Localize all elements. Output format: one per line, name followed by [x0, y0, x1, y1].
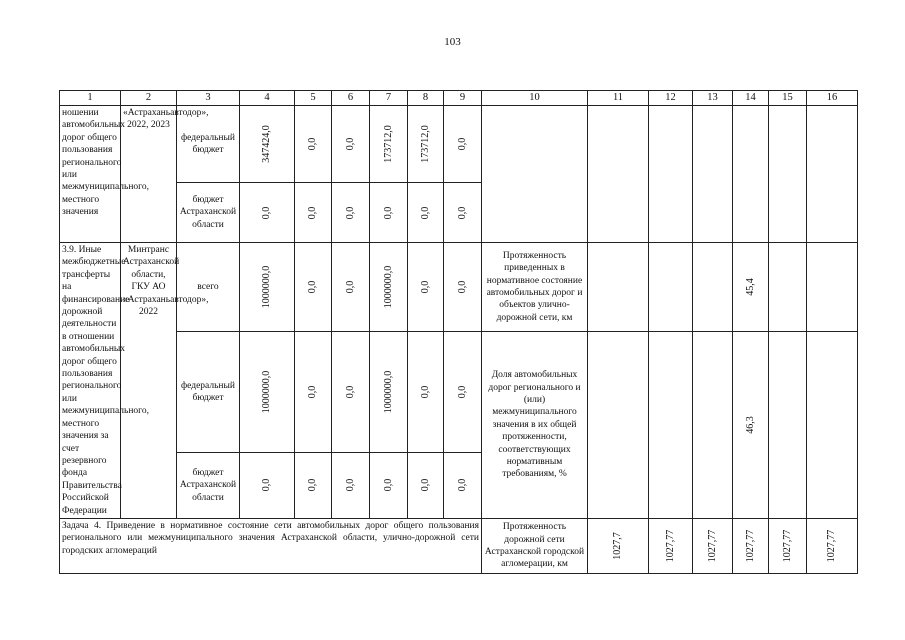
header-cell: 2: [121, 91, 177, 106]
header-cell: 4: [240, 91, 295, 106]
value-cell: 45,4: [733, 243, 769, 332]
funding-source: бюджет Астраханской области: [177, 183, 240, 243]
value-cell: 0,0: [444, 106, 482, 183]
executor-cell: «Астраханьавтодор», 2022, 2023: [121, 106, 177, 243]
blank-cell: [693, 243, 733, 332]
funding-source: бюджет Астраханской области: [177, 452, 240, 518]
header-cell: 15: [769, 91, 807, 106]
blank-cell: [807, 332, 858, 519]
table-row: [60, 332, 858, 453]
value-cell: 1027,77: [733, 518, 769, 573]
value-cell: 0,0: [444, 452, 482, 518]
funding-source: федеральный бюджет: [177, 106, 240, 183]
header-cell: 5: [295, 91, 332, 106]
blank-cell: [769, 106, 807, 243]
value-cell: 0,0: [295, 452, 332, 518]
value-cell: 1027,7: [588, 518, 649, 573]
value-cell: 46,3: [733, 332, 769, 519]
blank-cell: [693, 332, 733, 519]
header-cell: 6: [332, 91, 370, 106]
value-cell: 1027,77: [693, 518, 733, 573]
blank-cell: [769, 243, 807, 332]
executor-cell: Минтранс Астраханской области, ГКУ АО «Астраханьавтодор», 2022: [121, 243, 177, 519]
value-cell: 347424,0: [240, 106, 295, 183]
value-cell: 0,0: [370, 183, 408, 243]
blank-cell: [733, 106, 769, 243]
value-cell: 0,0: [370, 452, 408, 518]
funding-source: всего: [177, 243, 240, 332]
table-row: [60, 518, 858, 573]
value-cell: 1027,77: [807, 518, 858, 573]
header-cell: 3: [177, 91, 240, 106]
value-cell: 0,0: [408, 243, 444, 332]
value-cell: 0,0: [408, 452, 444, 518]
value-cell: 0,0: [408, 183, 444, 243]
value-cell: 0,0: [444, 332, 482, 453]
value-cell: 1000000,0: [240, 332, 295, 453]
blank-cell: [769, 332, 807, 519]
blank-cell: [649, 243, 693, 332]
value-cell: 0,0: [332, 332, 370, 453]
page-number: 103: [444, 36, 461, 48]
value-cell: 0,0: [240, 452, 295, 518]
value-cell: 0,0: [332, 106, 370, 183]
value-cell: 0,0: [240, 183, 295, 243]
value-cell: 0,0: [295, 332, 332, 453]
blank-cell: [807, 243, 858, 332]
value-cell: 0,0: [295, 183, 332, 243]
activity-name: ношении автомобильных дорог общего пользования регионального или межмуниципального, местного значения: [60, 106, 121, 243]
value-cell: 0,0: [295, 243, 332, 332]
indicator-cell: [482, 106, 588, 243]
header-cell: 16: [807, 91, 858, 106]
blank-cell: [588, 243, 649, 332]
value-cell: 0,0: [408, 332, 444, 453]
funding-source: федеральный бюджет: [177, 332, 240, 453]
header-cell: 12: [649, 91, 693, 106]
activity-name: 3.9. Иные межбюджетные трансферты на финансирование дорожной деятельности в отношении автомобильных дорог общего пользования регионального или межмуниципального, местного значения за счет резервного фонда Правительства Российской Федерации: [60, 243, 121, 519]
value-cell: 1027,77: [769, 518, 807, 573]
value-cell: 0,0: [332, 452, 370, 518]
indicator-cell: Протяженность дорожной сети Астраханской городской агломерации, км: [482, 518, 588, 573]
value-cell: 0,0: [444, 243, 482, 332]
value-cell: 0,0: [332, 183, 370, 243]
value-cell: 1000000,0: [370, 243, 408, 332]
program-table: [59, 90, 858, 574]
value-cell: 0,0: [295, 106, 332, 183]
header-cell: 8: [408, 91, 444, 106]
header-cell: 1: [60, 91, 121, 106]
value-cell: 173712,0: [370, 106, 408, 183]
value-cell: 0,0: [444, 183, 482, 243]
blank-cell: [588, 332, 649, 519]
value-cell: 173712,0: [408, 106, 444, 183]
blank-cell: [649, 106, 693, 243]
header-cell: 11: [588, 91, 649, 106]
header-row: [60, 91, 858, 106]
task-title: Задача 4. Приведение в нормативное состояние сети автомобильных дорог общего пользования регионального или межмуниципального значения Астраханской области, улично-дорожной сети городских агломераций: [60, 518, 482, 573]
value-cell: 0,0: [332, 243, 370, 332]
table-row: [60, 243, 858, 332]
header-cell: 7: [370, 91, 408, 106]
indicator-cell: Доля автомобильных дорог регионального и (или) межмуниципального значения в их общей протяженности, соответствующих нормативным требованиям, %: [482, 332, 588, 519]
indicator-cell: Протяженность приведенных в нормативное состояние автомобильных дорог и объектов улично-дорожной сети, км: [482, 243, 588, 332]
value-cell: 1000000,0: [240, 243, 295, 332]
blank-cell: [649, 332, 693, 519]
blank-cell: [693, 106, 733, 243]
value-cell: 1000000,0: [370, 332, 408, 453]
header-cell: 10: [482, 91, 588, 106]
header-cell: 14: [733, 91, 769, 106]
blank-cell: [807, 106, 858, 243]
value-cell: 1027,77: [649, 518, 693, 573]
header-cell: 9: [444, 91, 482, 106]
blank-cell: [588, 106, 649, 243]
table-row: [60, 106, 858, 183]
header-cell: 13: [693, 91, 733, 106]
